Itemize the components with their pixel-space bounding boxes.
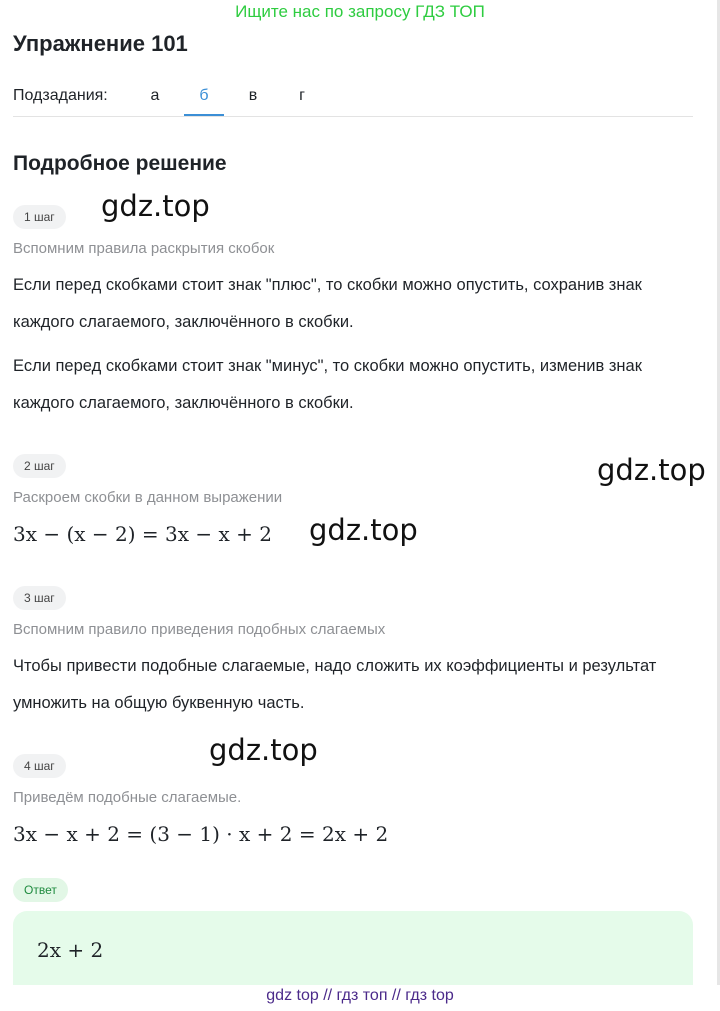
page-title: Упражнение 101 xyxy=(13,31,188,56)
watermark: gdz.top xyxy=(309,513,418,547)
tab-subtask-v[interactable]: в xyxy=(248,87,258,104)
footer-links[interactable]: gdz top // гдз топ // гдз top xyxy=(0,985,720,1011)
section-title: Подробное решение xyxy=(13,152,227,175)
step-badge: 4 шаг xyxy=(13,754,66,778)
subtasks-label: Подзадания: xyxy=(13,87,108,104)
step-badge: 1 шаг xyxy=(13,205,66,229)
step-caption: Вспомним правила раскрытия скобок xyxy=(13,240,275,257)
watermark: gdz.top xyxy=(101,189,210,223)
watermark: gdz.top xyxy=(597,453,706,487)
step-formula: 3x − x + 2 = (3 − 1) · x + 2 = 2x + 2 xyxy=(13,822,389,846)
tab-subtask-a[interactable]: а xyxy=(150,87,160,104)
subtasks-nav xyxy=(13,84,693,117)
step-badge: 2 шаг xyxy=(13,454,66,478)
step-caption: Вспомним правило приведения подобных слагаемых xyxy=(13,621,386,638)
answer-box xyxy=(13,911,693,985)
step-formula: 3x − (x − 2) = 3x − x + 2 xyxy=(13,522,272,546)
answer-formula: 2x + 2 xyxy=(37,938,104,962)
step-paragraph: Если перед скобками стоит знак "плюс", то скобки можно опустить, сохранив знак каждого слагаемого, заключённого в скобки. xyxy=(13,276,642,331)
tab-subtask-g[interactable]: г xyxy=(299,87,305,104)
promo-banner: Ищите нас по запросу ГДЗ ТОП xyxy=(235,2,485,21)
step-caption: Раскроем скобки в данном выражении xyxy=(13,489,283,506)
tab-subtask-b[interactable]: б xyxy=(184,84,224,116)
step-caption: Приведём подобные слагаемые. xyxy=(13,789,242,806)
step-paragraph: Если перед скобками стоит знак "минус", то скобки можно опустить, изменив знак каждого слагаемого, заключённого в скобки. xyxy=(13,357,642,412)
step-badge: 3 шаг xyxy=(13,586,66,610)
watermark: gdz.top xyxy=(209,733,318,767)
step-paragraph: Чтобы привести подобные слагаемые, надо сложить их коэффициенты и результат умножить на общую буквенную часть. xyxy=(13,657,657,712)
answer-badge: Ответ xyxy=(13,878,68,902)
